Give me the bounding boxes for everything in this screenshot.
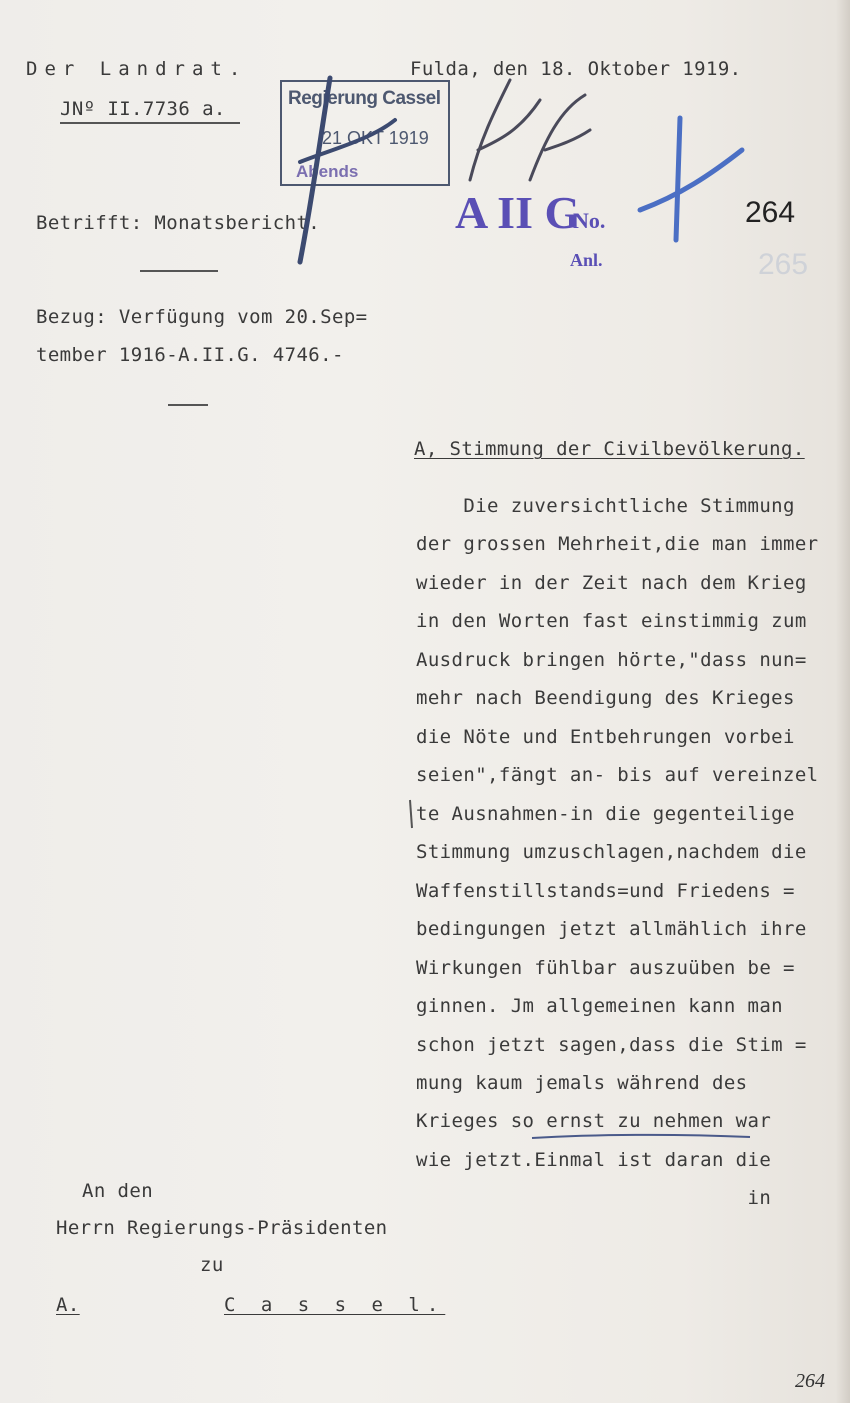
body-line: bedingungen jetzt allmählich ihre	[416, 918, 807, 940]
body-line: ginnen. Jm allgemeinen kann man	[416, 995, 784, 1017]
body-line: Ausdruck bringen hörte,"dass nun=	[416, 649, 807, 671]
page-number-bleedthrough: 265	[758, 248, 809, 281]
reference-line-2: tember 1916-A.II.G. 4746.-	[36, 344, 344, 366]
body-line: in den Worten fast einstimmig zum	[416, 610, 807, 632]
footer-page-number: 264	[795, 1370, 825, 1392]
body-line: Waffenstillstands=und Friedens =	[416, 880, 795, 902]
reference-line-1: Bezug: Verfügung vom 20.Sep=	[36, 306, 368, 328]
body-line: te Ausnahmen-in die gegenteilige	[416, 803, 795, 825]
body-line: in	[416, 1187, 772, 1209]
pencil-stroke	[300, 120, 395, 162]
registry-stamp-no: No.	[573, 208, 606, 233]
place-date: Fulda, den 18. Oktober 1919.	[410, 58, 742, 80]
sender-line: Der Landrat.	[26, 58, 248, 80]
stamp-authority: Regierung Cassel	[288, 88, 441, 109]
registry-stamp-main: A II G	[455, 187, 581, 238]
addressee-line-3: zu	[200, 1254, 224, 1276]
stamp-time: Abends	[296, 162, 359, 181]
blue-crayon-stroke	[676, 118, 680, 240]
margin-mark	[410, 800, 412, 828]
page-number: 264	[745, 196, 796, 229]
stamp-date: 21 OKT 1919	[322, 128, 429, 148]
addressee-line-2: Herrn Regierungs-Präsidenten	[56, 1217, 388, 1239]
pencil-underline	[532, 1135, 750, 1138]
pencil-stroke	[300, 78, 330, 262]
registry-stamp-anl: Anl.	[570, 250, 603, 270]
body-line: mung kaum jemals während des	[416, 1072, 748, 1094]
body-line: Wirkungen fühlbar auszuüben be =	[416, 957, 795, 979]
body-line: wieder in der Zeit nach dem Krieg	[416, 572, 807, 594]
addressee-city: C a s s e l.	[224, 1294, 446, 1316]
body-line: mehr nach Beendigung des Krieges	[416, 687, 795, 709]
body-line: Krieges so ernst zu nehmen war	[416, 1110, 772, 1132]
body-line: seien",fängt an- bis auf vereinzel	[416, 764, 819, 786]
body-line: Stimmung umzuschlagen,nachdem die	[416, 841, 807, 863]
addressee-prefix: A.	[56, 1294, 80, 1316]
subject-line: Betrifft: Monatsbericht.	[36, 212, 321, 234]
body-line: Die zuversichtliche Stimmung	[416, 495, 795, 517]
body-line: wie jetzt.Einmal ist daran die	[416, 1149, 772, 1171]
section-heading: A, Stimmung der Civilbevölkerung.	[414, 438, 805, 460]
addressee-line-1: An den	[82, 1180, 154, 1202]
reference-number: JNº II.7736 a.	[60, 98, 226, 120]
body-line: die Nöte und Entbehrungen vorbei	[416, 726, 795, 748]
body-line: schon jetzt sagen,dass die Stim =	[416, 1034, 807, 1056]
handwritten-initials	[470, 80, 590, 180]
blue-crayon-stroke	[640, 150, 742, 210]
body-line: der grossen Mehrheit,die man immer	[416, 533, 819, 555]
